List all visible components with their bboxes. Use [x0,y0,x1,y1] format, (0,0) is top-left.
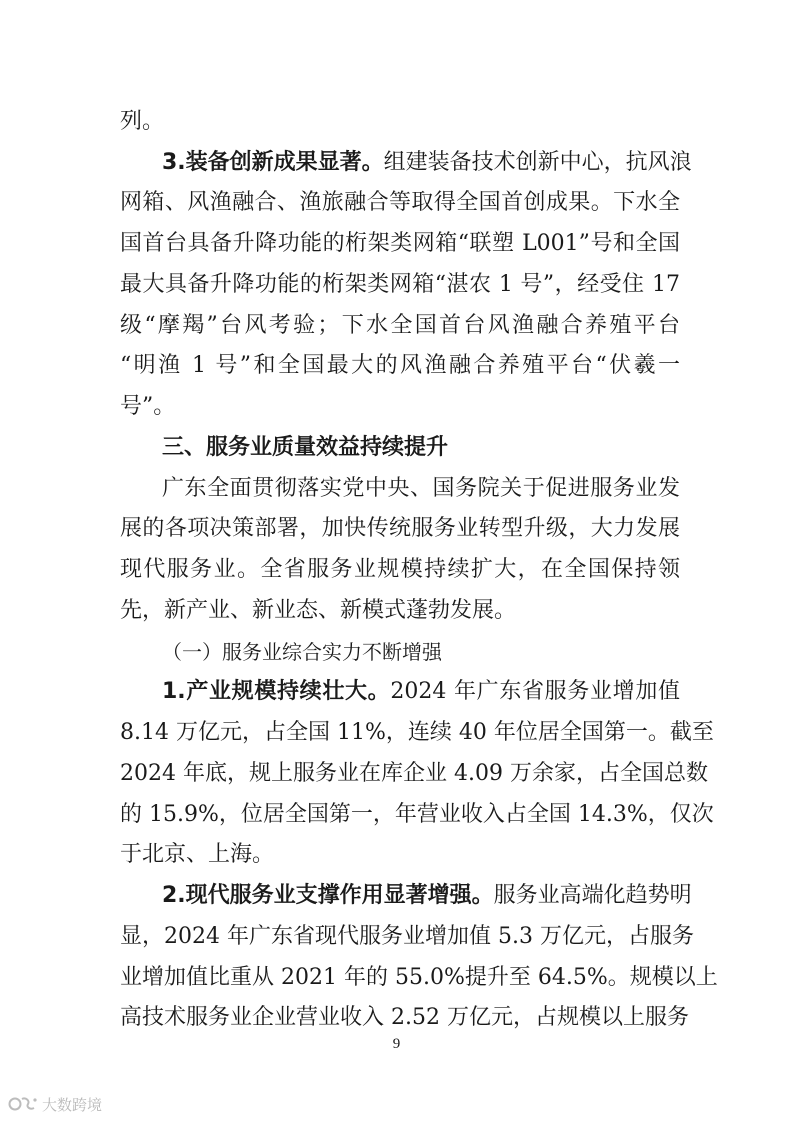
paragraph-line: 列。 [120,109,165,134]
paragraph-line: 的 15.9%，位居全国第一，年营业收入占全国 14.3%，仅次 [120,802,714,827]
paragraph-line: “明渔 1 号”和全国最大的风渔融合养殖平台“伏羲一 [120,353,680,378]
watermark [8,1094,102,1114]
paragraph-line: 业增加值比重从 2021 年的 55.0%提升至 64.5%。规模以上 [120,965,718,990]
paragraph-line: 级“摩羯”台风考验；下水全国首台风渔融合养殖平台 [120,313,680,338]
paragraph-line: 2.现代服务业支撑作用显著增强。服务业高端化趋势明 [162,883,692,908]
section-heading-bold: 1.产业规模持续壮大。 [162,679,391,704]
paragraph-line: 于北京、上海。 [120,842,275,867]
paragraph-line: 现代服务业。全省服务业规模持续扩大，在全国保持领 [120,557,680,582]
paragraph-line: 高技术服务业企业营业收入 2.52 万亿元，占规模以上服务 [120,1005,689,1030]
paragraph-line: 显，2024 年广东省现代服务业增加值 5.3 万亿元，占服务 [120,924,694,949]
section-heading: 三、服务业质量效益持续提升 [162,435,449,460]
page-number: 9 [392,1036,401,1052]
paragraph-line: 网箱、风渔融合、渔旅融合等取得全国首创成果。下水全 [120,190,680,215]
paragraph-line: 最大具备升降功能的桁架类网箱“湛农 1 号”，经受住 17 [120,272,680,297]
paragraph-line: 展的各项决策部署，加快传统服务业转型升级，大力发展 [120,516,680,541]
watermark-text: 大数跨境 [42,1095,103,1114]
paragraph-line: 2024 年底，规上服务业在库企业 4.09 万余家，占全国总数 [120,761,708,786]
subsection-heading: （一）服务业综合实力不断增强 [162,640,442,664]
paragraph-line: 1.产业规模持续壮大。2024 年广东省服务业增加值 [162,679,680,704]
paragraph-line: 先，新产业、新业态、新模式蓬勃发展。 [120,598,517,623]
paragraph-line: 号”。 [120,394,176,419]
paragraph-line: 广东全面贯彻落实党中央、国务院关于促进服务业发 [162,476,680,501]
paragraph-line: 3.装备创新成果显著。组建装备技术创新中心，抗风浪 [162,150,692,175]
section-heading-bold: 2.现代服务业支撑作用显著增强。 [162,883,494,908]
watermark-logo-icon [8,1095,38,1113]
paragraph-line: 8.14 万亿元，占全国 11%，连续 40 年位居全国第一。截至 [120,720,714,745]
paragraph-line: 国首台具备升降功能的桁架类网箱“联塑 L001”号和全国 [120,231,680,256]
section-heading-bold: 3.装备创新成果显著。 [162,150,384,175]
